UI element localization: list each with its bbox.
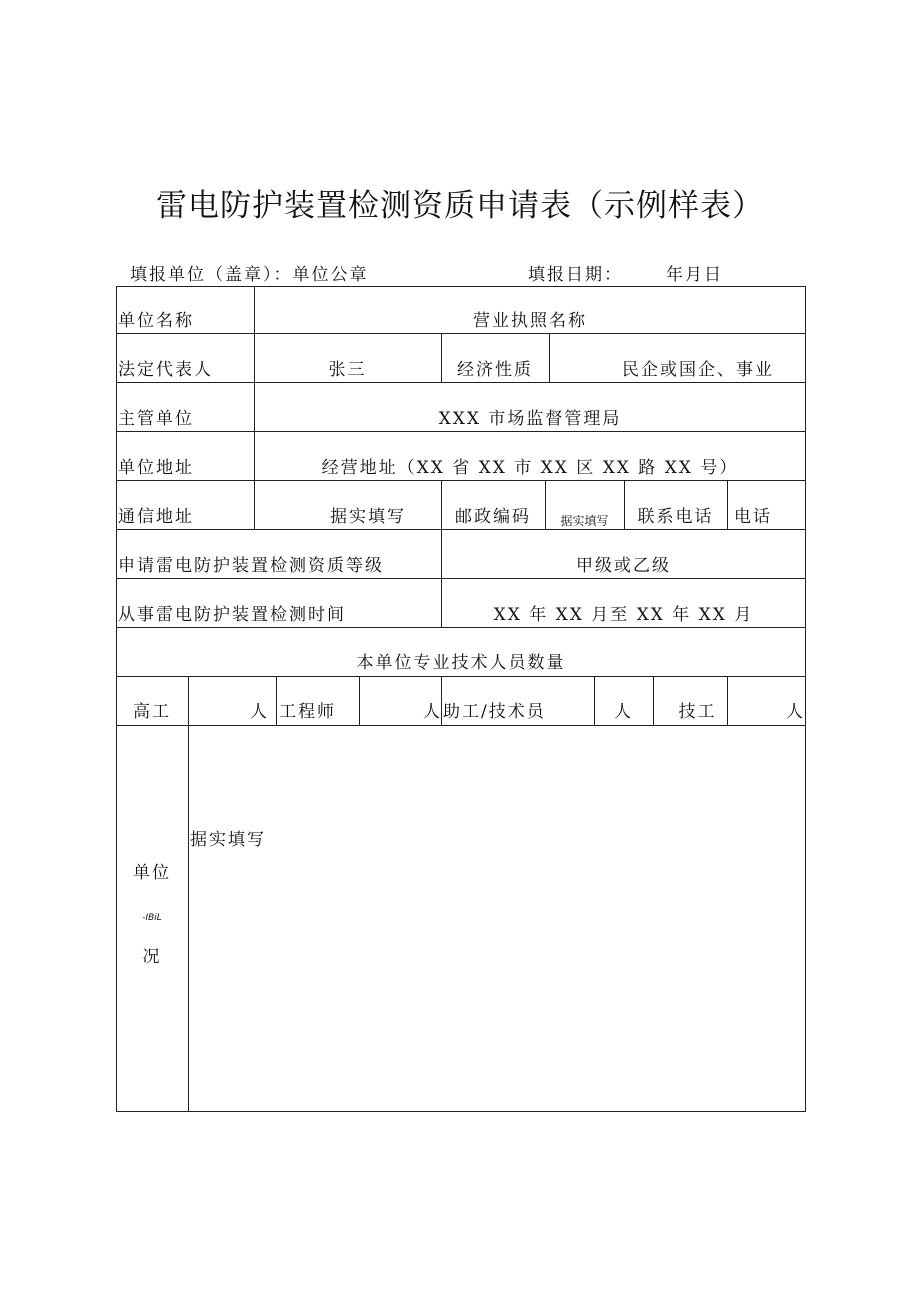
unit-name-label: 单位名称: [118, 311, 194, 331]
row-divider: [116, 627, 806, 628]
engineer-label: 工程师: [279, 702, 336, 722]
unit-name-value[interactable]: 营业执照名称: [473, 311, 587, 331]
mail-address-value[interactable]: 据实填写: [330, 507, 406, 527]
technician-unit: 人: [786, 702, 805, 722]
econ-type-value[interactable]: 民企或国企、事业: [622, 360, 774, 380]
overview-label-mid: -IBiL: [142, 913, 162, 923]
legal-rep-label: 法定代表人: [118, 360, 213, 380]
fill-date-label: 填报日期：: [528, 265, 623, 285]
row-divider: [116, 578, 806, 579]
col-divider: [727, 676, 728, 725]
phone-label: 联系电话: [637, 507, 714, 527]
col-divider: [594, 676, 595, 725]
technician-label: 技工: [678, 702, 717, 722]
supervisor-label: 主管单位: [118, 409, 194, 429]
senior-engineer-unit: 人: [250, 702, 269, 722]
row-divider: [116, 382, 806, 383]
col-divider: [653, 676, 654, 725]
econ-type-label: 经济性质: [457, 360, 533, 380]
col-divider: [359, 676, 360, 725]
assistant-label: 助工/技术员: [443, 702, 546, 722]
row-divider: [116, 480, 806, 481]
col-divider: [727, 480, 728, 529]
mail-address-label: 通信地址: [118, 507, 194, 527]
fill-date-value: 年月日: [666, 265, 723, 285]
grade-label: 申请雷电防护装置检测资质等级: [118, 556, 384, 576]
col-divider: [549, 333, 550, 382]
overview-value[interactable]: 据实填写: [190, 830, 266, 850]
row-divider: [116, 333, 806, 334]
row-divider: [116, 676, 806, 677]
address-value[interactable]: 经营地址（XX 省 XX 市 XX 区 XX 路 XX 号）: [321, 458, 739, 478]
filler-unit-label: 填报单位（盖章）：单位公章: [130, 265, 369, 285]
postcode-value[interactable]: 据实填写: [560, 514, 609, 528]
assistant-unit: 人: [614, 702, 633, 722]
col-divider: [188, 676, 189, 1112]
row-divider: [116, 431, 806, 432]
row-divider: [116, 725, 806, 726]
duration-value[interactable]: XX 年 XX 月至 XX 年 XX 月: [493, 605, 754, 625]
grade-value[interactable]: 甲级或乙级: [576, 556, 671, 576]
legal-rep-value[interactable]: 张三: [328, 360, 367, 380]
row-divider: [116, 529, 806, 530]
senior-engineer-label: 高工: [133, 702, 171, 722]
col-divider: [276, 676, 277, 725]
phone-value[interactable]: 电话: [734, 507, 772, 527]
postcode-label: 邮政编码: [455, 507, 531, 527]
overview-label-bottom: 况: [142, 947, 162, 967]
form-title: 雷电防护装置检测资质申请表（示例样表）: [156, 188, 764, 224]
overview-label-top: 单位: [133, 863, 171, 883]
supervisor-value[interactable]: XXX 市场监督管理局: [438, 409, 622, 429]
staff-section-header: 本单位专业技术人员数量: [356, 653, 566, 673]
address-label: 单位地址: [118, 458, 194, 478]
duration-label: 从事雷电防护装置检测时间: [118, 605, 346, 625]
engineer-unit: 人: [423, 702, 442, 722]
